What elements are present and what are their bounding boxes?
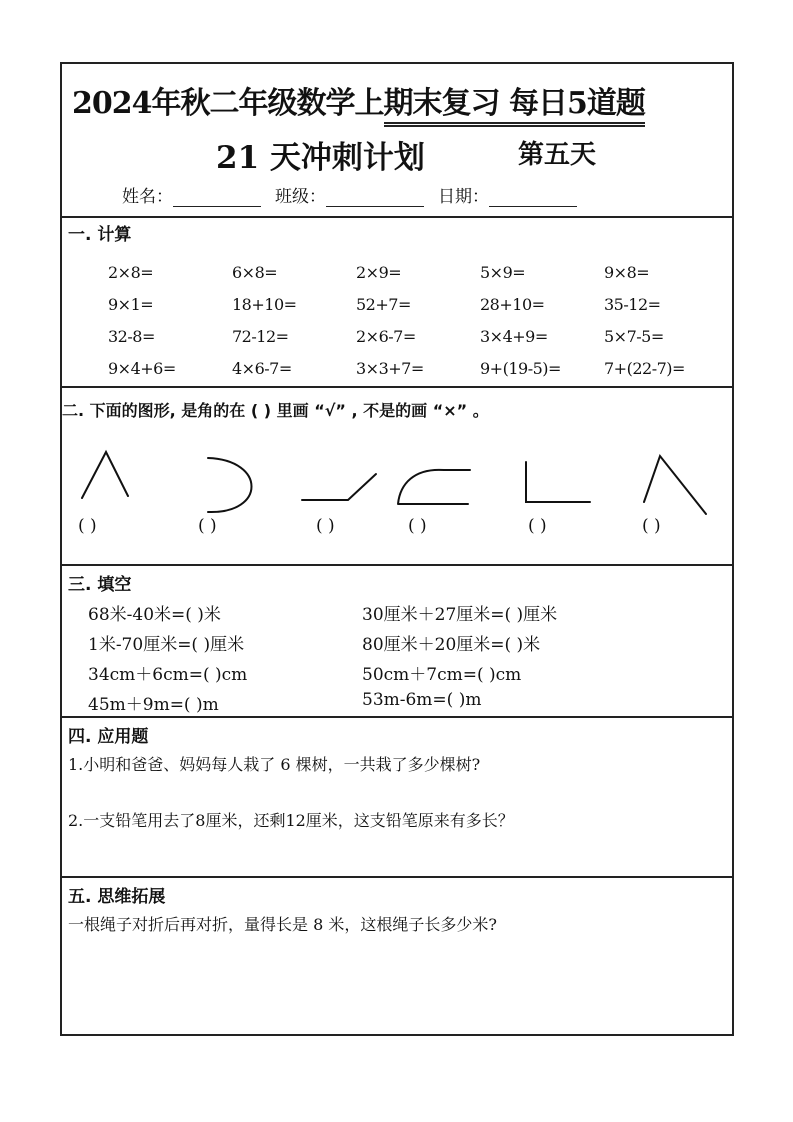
section-angles — [62, 388, 732, 566]
figure-angle-1 — [82, 452, 128, 498]
word-problem-2: 2.一支铅笔用去了8厘米，还剩12厘米，这支铅笔原来有多长？ — [68, 811, 514, 830]
angle-figures — [62, 436, 732, 516]
calc-item: 2×6-7= — [356, 326, 416, 346]
section-title: 五. 思维拓展 — [68, 887, 166, 907]
calc-item: 35-12= — [604, 294, 661, 314]
answer-paren[interactable]: ( ) — [642, 516, 661, 536]
figure-curve-2 — [208, 458, 252, 512]
calc-item: 52+7= — [356, 294, 411, 314]
section-word-problems — [62, 718, 732, 878]
calc-row — [108, 352, 728, 384]
calc-item: 72-12= — [232, 326, 289, 346]
section-fill-in — [62, 566, 732, 718]
calc-row — [108, 288, 728, 320]
figure-right-angle-5 — [526, 462, 590, 502]
section-calculation — [62, 216, 732, 388]
section-thinking-extension — [62, 878, 732, 1036]
calc-item: 7+(22-7)= — [604, 358, 685, 378]
calc-item: 2×9= — [356, 262, 402, 282]
calc-item: 18+10= — [232, 294, 297, 314]
fill-item: 34cm＋6cm=( )cm — [88, 665, 248, 685]
fill-item: 68米-40米=( )米 — [88, 605, 221, 625]
worksheet — [60, 62, 734, 1036]
section-title: 三. 填空 — [68, 575, 132, 595]
calc-item: 9×1= — [108, 294, 154, 314]
name-field[interactable] — [173, 188, 261, 207]
date-label: 日期： — [438, 187, 489, 207]
calc-item: 32-8= — [108, 326, 155, 346]
answer-paren[interactable]: ( ) — [316, 516, 335, 536]
calc-item: 9×4+6= — [108, 358, 176, 378]
answer-paren[interactable]: ( ) — [408, 516, 427, 536]
calc-item: 5×7-5= — [604, 326, 664, 346]
figure-arc-4 — [398, 470, 470, 504]
calc-item: 3×4+9= — [480, 326, 548, 346]
figure-bent-line-3 — [302, 474, 376, 500]
calc-row — [108, 256, 728, 288]
calc-item: 3×3+7= — [356, 358, 424, 378]
worksheet-header — [62, 64, 732, 218]
calc-item: 6×8= — [232, 262, 278, 282]
extension-problem: 一根绳子对折后再对折，量得长是 8 米，这根绳子长多少米? — [68, 915, 497, 934]
fill-item: 80厘米＋20厘米=( )米 — [362, 635, 541, 655]
calc-item: 4×6-7= — [232, 358, 292, 378]
word-problem-1: 1.小明和爸爸、妈妈每人栽了 6 棵树，一共栽了多少棵树? — [68, 755, 481, 774]
fill-item: 45m＋9m=( )m — [88, 695, 219, 715]
calc-item: 2×8= — [108, 262, 154, 282]
fill-item: 30厘米＋27厘米=( )厘米 — [362, 605, 558, 625]
student-info-row — [122, 182, 591, 207]
fill-item: 50cm＋7cm=( )cm — [362, 665, 522, 685]
class-label: 班级： — [275, 187, 326, 207]
section-title: 四. 应用题 — [68, 727, 149, 747]
answer-paren[interactable]: ( ) — [78, 516, 97, 536]
title-underlined: 期末复习 每日5道题 — [384, 86, 645, 127]
section-title: 一. 计算 — [68, 225, 132, 245]
fill-item: 1米-70厘米=( )厘米 — [88, 635, 245, 655]
fill-item: 53m-6m=( )m — [362, 690, 482, 710]
name-label: 姓名： — [122, 187, 173, 207]
date-field[interactable] — [489, 188, 577, 207]
calc-item: 9×8= — [604, 262, 650, 282]
calc-item: 28+10= — [480, 294, 545, 314]
calc-item: 9+(19-5)= — [480, 358, 561, 378]
section-title: 二. 下面的图形, 是角的在 ( ) 里画 “√” , 不是的画 “×” 。 — [62, 401, 489, 420]
calc-item: 5×9= — [480, 262, 526, 282]
worksheet-title — [72, 78, 645, 122]
calc-row — [108, 320, 728, 352]
plan-subtitle: 21 天冲刺计划 — [216, 140, 425, 176]
answer-paren[interactable]: ( ) — [528, 516, 547, 536]
class-field[interactable] — [326, 188, 424, 207]
calc-grid — [108, 256, 728, 384]
figure-open-angle-6 — [644, 456, 706, 514]
title-prefix: 2024年秋二年级数学上 — [72, 86, 384, 121]
day-label: 第五天 — [518, 140, 597, 170]
answer-paren[interactable]: ( ) — [198, 516, 217, 536]
